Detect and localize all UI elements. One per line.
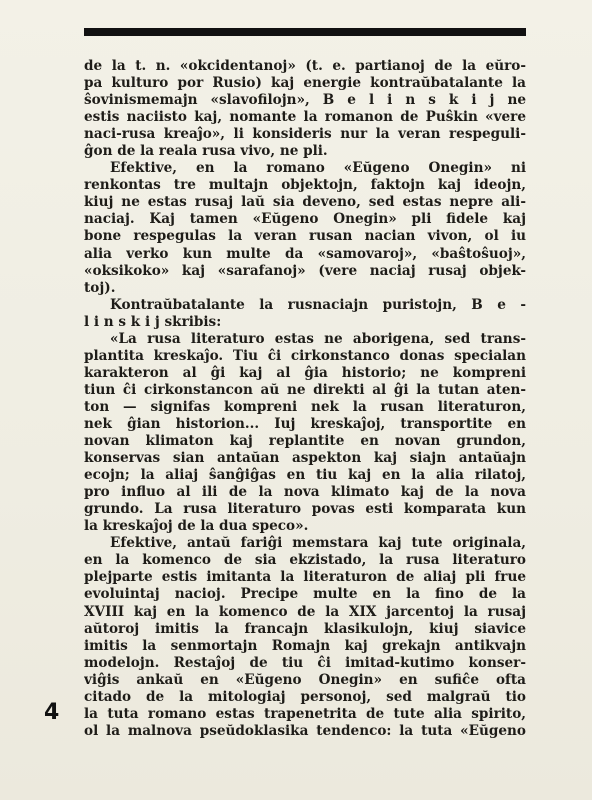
text-line: modelojn. Restaĵoj de tiu ĉi imitad-kutimo konser- — [84, 654, 526, 671]
text-line: pro influo al ili de la nova klimato kaj de la nova — [84, 484, 526, 501]
text-line: viĝis ankaŭ en «Eŭgeno Onegin» en sufiĉe ofta — [84, 671, 526, 688]
top-rule — [84, 28, 526, 36]
text-line: aŭtoroj imitis la francajn klasikulojn, kiuj siavice — [84, 620, 526, 637]
text-line: bone respegulas la veran rusan nacian vivon, ol iu — [84, 228, 526, 245]
text-line: tiun ĉi cirkonstancon aŭ ne direkti al ĝi la tutan aten- — [84, 381, 526, 398]
text-line: nek ĝian historion... Iuj kreskaĵoj, transportite en — [84, 415, 526, 432]
text-line: pa kulturo por Rusio) kaj energie kontraŭbatalante la — [84, 75, 526, 92]
body-text — [84, 58, 526, 740]
text-line: ĝon de la reala rusa vivo, ne pli. — [84, 143, 328, 160]
text-line: evoluintaj nacioj. Precipe multe en la fino de la — [84, 586, 526, 603]
text-line: la tuta romano estas trapenetrita de tute alia spirito, — [84, 705, 526, 722]
text-line: plejparte estis imitanta la literaturon de aliaj pli frue — [84, 569, 526, 586]
text-line: kiuj ne estas rusaj laŭ sia deveno, sed estas nepre ali- — [84, 194, 526, 211]
text-line: la kreskaĵoj de la dua speco». — [84, 518, 309, 535]
text-line: alia verko kun multe da «samovaroj», «baŝtoŝuoj», — [84, 245, 526, 262]
text-line: imitis la senmortajn Romajn kaj grekajn antikvajn — [84, 637, 526, 654]
text-line: l i n s k i j skribis: — [84, 313, 222, 330]
text-line: renkontas tre multajn objektojn, faktojn kaj ideojn, — [84, 177, 526, 194]
text-line: «La rusa literaturo estas ne aborigena, sed trans- — [110, 330, 526, 347]
text-line: de la t. n. «okcidentanoj» (t. e. partianoj de la eŭro- — [84, 58, 526, 74]
text-line: XVIII kaj en la komenco de la XIX jarcentoj la rusaj — [84, 603, 526, 620]
text-line: ŝovinismemajn «slavofilojn», B e l i n s k i j ne — [84, 92, 526, 109]
text-line: plantita kreskaĵo. Tiu ĉi cirkonstanco donas specialan — [84, 347, 526, 364]
text-line: karakteron al ĝi kaj al ĝia historio; ne kompreni — [84, 364, 526, 381]
text-line: naci-rusa kreaĵo», li konsideris nur la veran respeguli- — [84, 126, 526, 143]
text-line: novan klimaton kaj replantite en novan grundon, — [84, 433, 526, 450]
text-line: Kontraŭbatalante la rusnaciajn puristojn, B e - — [110, 296, 526, 313]
text-line: toj). — [84, 279, 116, 296]
text-line: konservas sian antaŭan aspekton kaj siajn antaŭajn — [84, 450, 526, 467]
text-line: ton — signifas kompreni nek la rusan literaturon, — [84, 398, 526, 415]
text-line: en la komenco de sia ekzistado, la rusa literaturo — [84, 552, 526, 569]
page-number: 4 — [44, 700, 60, 725]
text-line: «oksikoko» kaj «sarafanoj» (vere naciaj rusaj objek- — [84, 262, 526, 279]
text-line: naciaj. Kaj tamen «Eŭgeno Onegin» pli fidele kaj — [84, 211, 526, 228]
text-line: grundo. La rusa literaturo povas esti komparata kun — [84, 501, 526, 518]
text-line: ol la malnova pseŭdoklasika tendenco: la tuta «Eŭgeno — [84, 722, 526, 739]
text-line: Efektive, en la romano «Eŭgeno Onegin» ni — [110, 160, 526, 177]
text-line: estis naciisto kaj, nomante la romanon de Puŝkin «vere — [84, 109, 526, 126]
text-line: Efektive, antaŭ fariĝi memstara kaj tute originala, — [110, 535, 526, 552]
text-line: citado de la mitologiaj personoj, sed malgraŭ tio — [84, 688, 526, 705]
text-line: ecojn; la aliaj ŝanĝiĝas en tiu kaj en la alia rilatoj, — [84, 467, 526, 484]
